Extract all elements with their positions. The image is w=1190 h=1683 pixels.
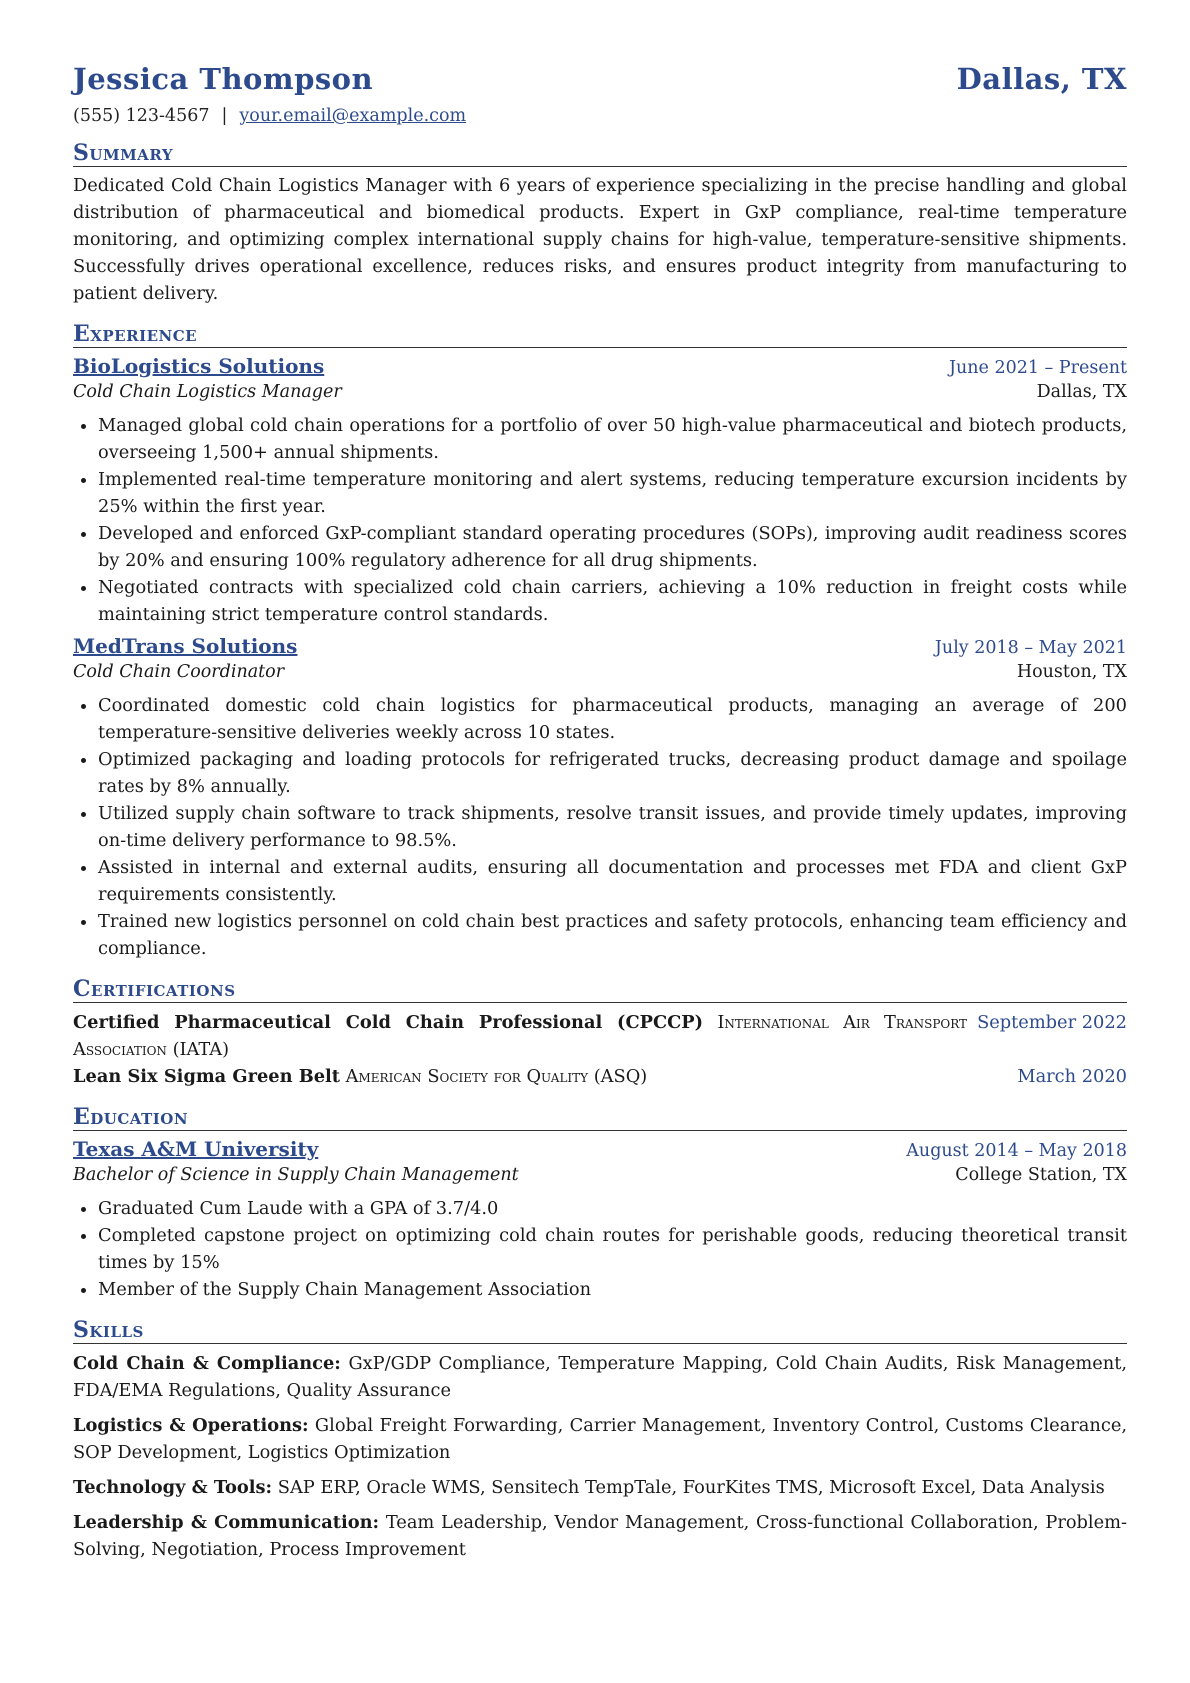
certification-date: September 2022 <box>977 1012 1127 1033</box>
bullet-item: • Completed capstone project on optimizing cold chain routes for perishable goods, reducing theoretical transit times by 15% <box>98 1222 1127 1276</box>
degree-title: Bachelor of Science in Supply Chain Management <box>73 1165 519 1185</box>
education-bullets <box>73 1195 1127 1303</box>
education-entry <box>73 1137 1127 1303</box>
certification-name: Lean Six Sigma Green Belt <box>73 1066 341 1087</box>
skill-group-label: Cold Chain & Compliance: <box>73 1353 341 1374</box>
summary-text: Dedicated Cold Chain Logistics Manager with 6 years of experience specializing in the precise handling and global distribution of pharmaceutical and biomedical products. Expert in GxP compliance, real-time temperature monitoring, and optimizing complex international supply chains for high-value, temperature-sensitive shipments. Successfully drives operational excellence, reduces risks, and ensures product integrity from manufacturing to patient delivery. <box>73 175 1127 304</box>
contact-separator: | <box>221 106 228 126</box>
company-name[interactable]: BioLogistics Solutions <box>73 354 325 378</box>
skill-group-label: Technology & Tools: <box>73 1477 273 1498</box>
certification-name: Certified Pharmaceutical Cold Chain Professional (CPCCP) <box>73 1012 704 1033</box>
certification-date: March 2020 <box>1017 1066 1127 1087</box>
section-title-certifications: Certifications <box>73 976 1127 1003</box>
skill-group-text: GxP/GDP Compliance, Temperature Mapping, Cold Chain Audits, Risk Management, FDA/EMA Regulations, Quality Assurance <box>73 1353 1127 1401</box>
job-bullets <box>73 692 1127 962</box>
school-location: College Station, TX <box>955 1165 1127 1185</box>
job-location: Houston, TX <box>1016 662 1127 682</box>
bullet-item: • Assisted in internal and external audits, ensuring all documentation and processes met FDA and client GxP requirements consistently. <box>98 854 1127 908</box>
skill-group-label: Logistics & Operations: <box>73 1415 309 1436</box>
bullet-item: • Utilized supply chain software to track shipments, resolve transit issues, and provide timely updates, improving on-time delivery performance to 98.5%. <box>98 800 1127 854</box>
education-dates: August 2014 – May 2018 <box>906 1141 1127 1161</box>
job-title: Cold Chain Logistics Manager <box>73 382 342 402</box>
bullet-item: • Developed and enforced GxP-compliant standard operating procedures (SOPs), improving audit readiness scores by 20% and ensuring 100% regulatory adherence for all drug shipments. <box>98 520 1127 574</box>
certification-item <box>73 1063 1127 1090</box>
resume-header <box>73 62 1127 96</box>
section-title-summary: Summary <box>73 140 1127 167</box>
skill-group <box>73 1474 1127 1501</box>
job-title: Cold Chain Coordinator <box>73 662 285 682</box>
bullet-item: • Coordinated domestic cold chain logistics for pharmaceutical products, managing an average of 200 temperature-sensitive deliveries weekly across 10 states. <box>98 692 1127 746</box>
certification-item <box>73 1009 1127 1063</box>
skill-group <box>73 1509 1127 1563</box>
phone-number: (555) 123-4567 <box>73 106 210 126</box>
job-dates: July 2018 – May 2021 <box>934 638 1127 658</box>
skill-group-text: SAP ERP, Oracle WMS, Sensitech TempTale, FourKites TMS, Microsoft Excel, Data Analysis <box>277 1477 1105 1498</box>
bullet-item: • Managed global cold chain operations for a portfolio of over 50 high-value pharmaceutical and biotech products, overseeing 1,500+ annual shipments. <box>98 412 1127 466</box>
certification-issuer: American Society for Quality (ASQ) <box>345 1066 648 1087</box>
job-entry <box>73 354 1127 628</box>
skill-group-text: Global Freight Forwarding, Carrier Management, Inventory Control, Customs Clearance, SOP Development, Logistics Optimization <box>73 1415 1127 1463</box>
bullet-item: • Optimized packaging and loading protocols for refrigerated trucks, decreasing product damage and spoilage rates by 8% annually. <box>98 746 1127 800</box>
bullet-item: • Trained new logistics personnel on cold chain best practices and safety protocols, enhancing team efficiency and compliance. <box>98 908 1127 962</box>
bullet-item: • Graduated Cum Laude with a GPA of 3.7/4.0 <box>98 1195 1127 1222</box>
skill-group-text: Team Leadership, Vendor Management, Cross-functional Collaboration, Problem-Solving, Negotiation, Process Improvement <box>73 1512 1128 1560</box>
job-dates: June 2021 – Present <box>948 358 1127 378</box>
job-bullets <box>73 412 1127 628</box>
school-name[interactable]: Texas A&M University <box>73 1137 319 1161</box>
section-title-experience: Experience <box>73 321 1127 348</box>
resume-page <box>73 62 1127 1563</box>
bullet-item: • Implemented real-time temperature monitoring and alert systems, reducing temperature excursion incidents by 25% within the first year. <box>98 466 1127 520</box>
email-link[interactable]: your.email@example.com <box>239 106 467 126</box>
candidate-city: Dallas, TX <box>956 62 1127 96</box>
company-name[interactable]: MedTrans Solutions <box>73 634 298 658</box>
skill-group <box>73 1350 1127 1404</box>
section-title-skills: Skills <box>73 1317 1127 1344</box>
section-title-education: Education <box>73 1104 1127 1131</box>
bullet-item: • Negotiated contracts with specialized cold chain carriers, achieving a 10% reduction in freight costs while maintaining strict temperature control standards. <box>98 574 1127 628</box>
skill-group <box>73 1412 1127 1466</box>
bullet-item: • Member of the Supply Chain Management Association <box>98 1276 1127 1303</box>
job-entry <box>73 634 1127 962</box>
candidate-name: Jessica Thompson <box>73 62 374 96</box>
skill-group-label: Leadership & Communication: <box>73 1512 380 1533</box>
job-location: Dallas, TX <box>1036 382 1127 402</box>
contact-line <box>73 106 1127 126</box>
certification-issuer: International Air Transport Association (IATA) <box>73 1012 968 1060</box>
